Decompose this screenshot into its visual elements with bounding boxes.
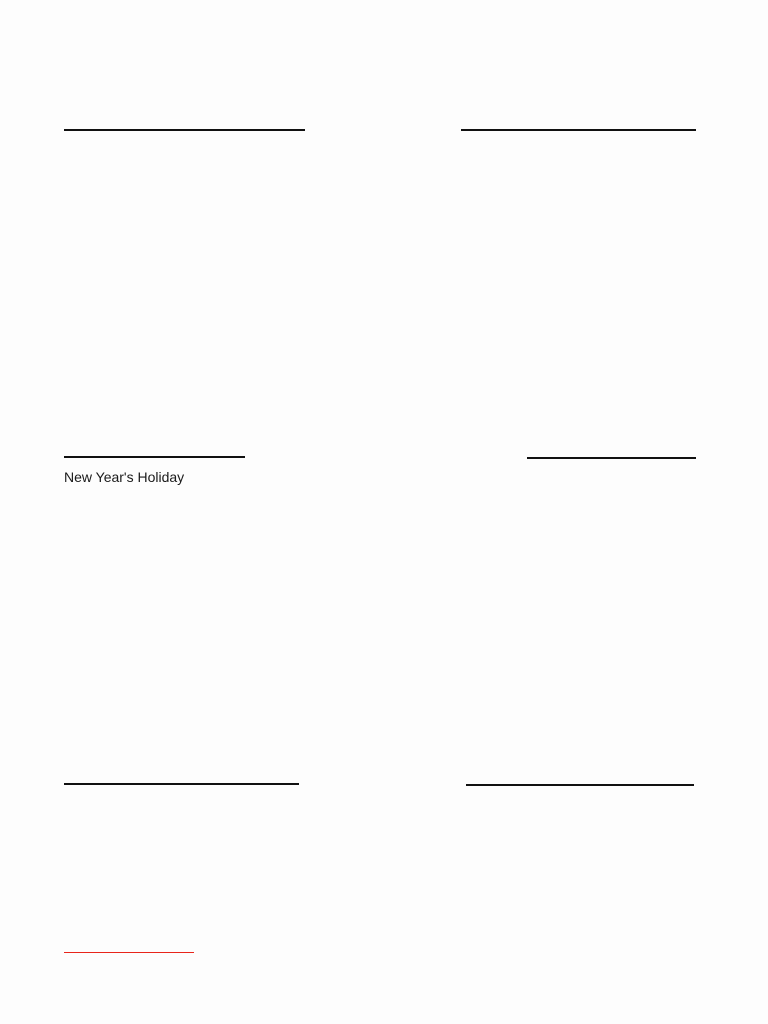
holiday-label: New Year's Holiday xyxy=(64,469,185,485)
blank-line-top-left xyxy=(64,129,305,131)
blank-line-bottom-left xyxy=(64,783,299,785)
blank-line-middle-right xyxy=(527,457,696,459)
red-accent-line xyxy=(64,952,194,953)
blank-line-bottom-right xyxy=(466,784,694,786)
blank-line-middle-left xyxy=(64,456,245,458)
blank-line-top-right xyxy=(461,129,696,131)
